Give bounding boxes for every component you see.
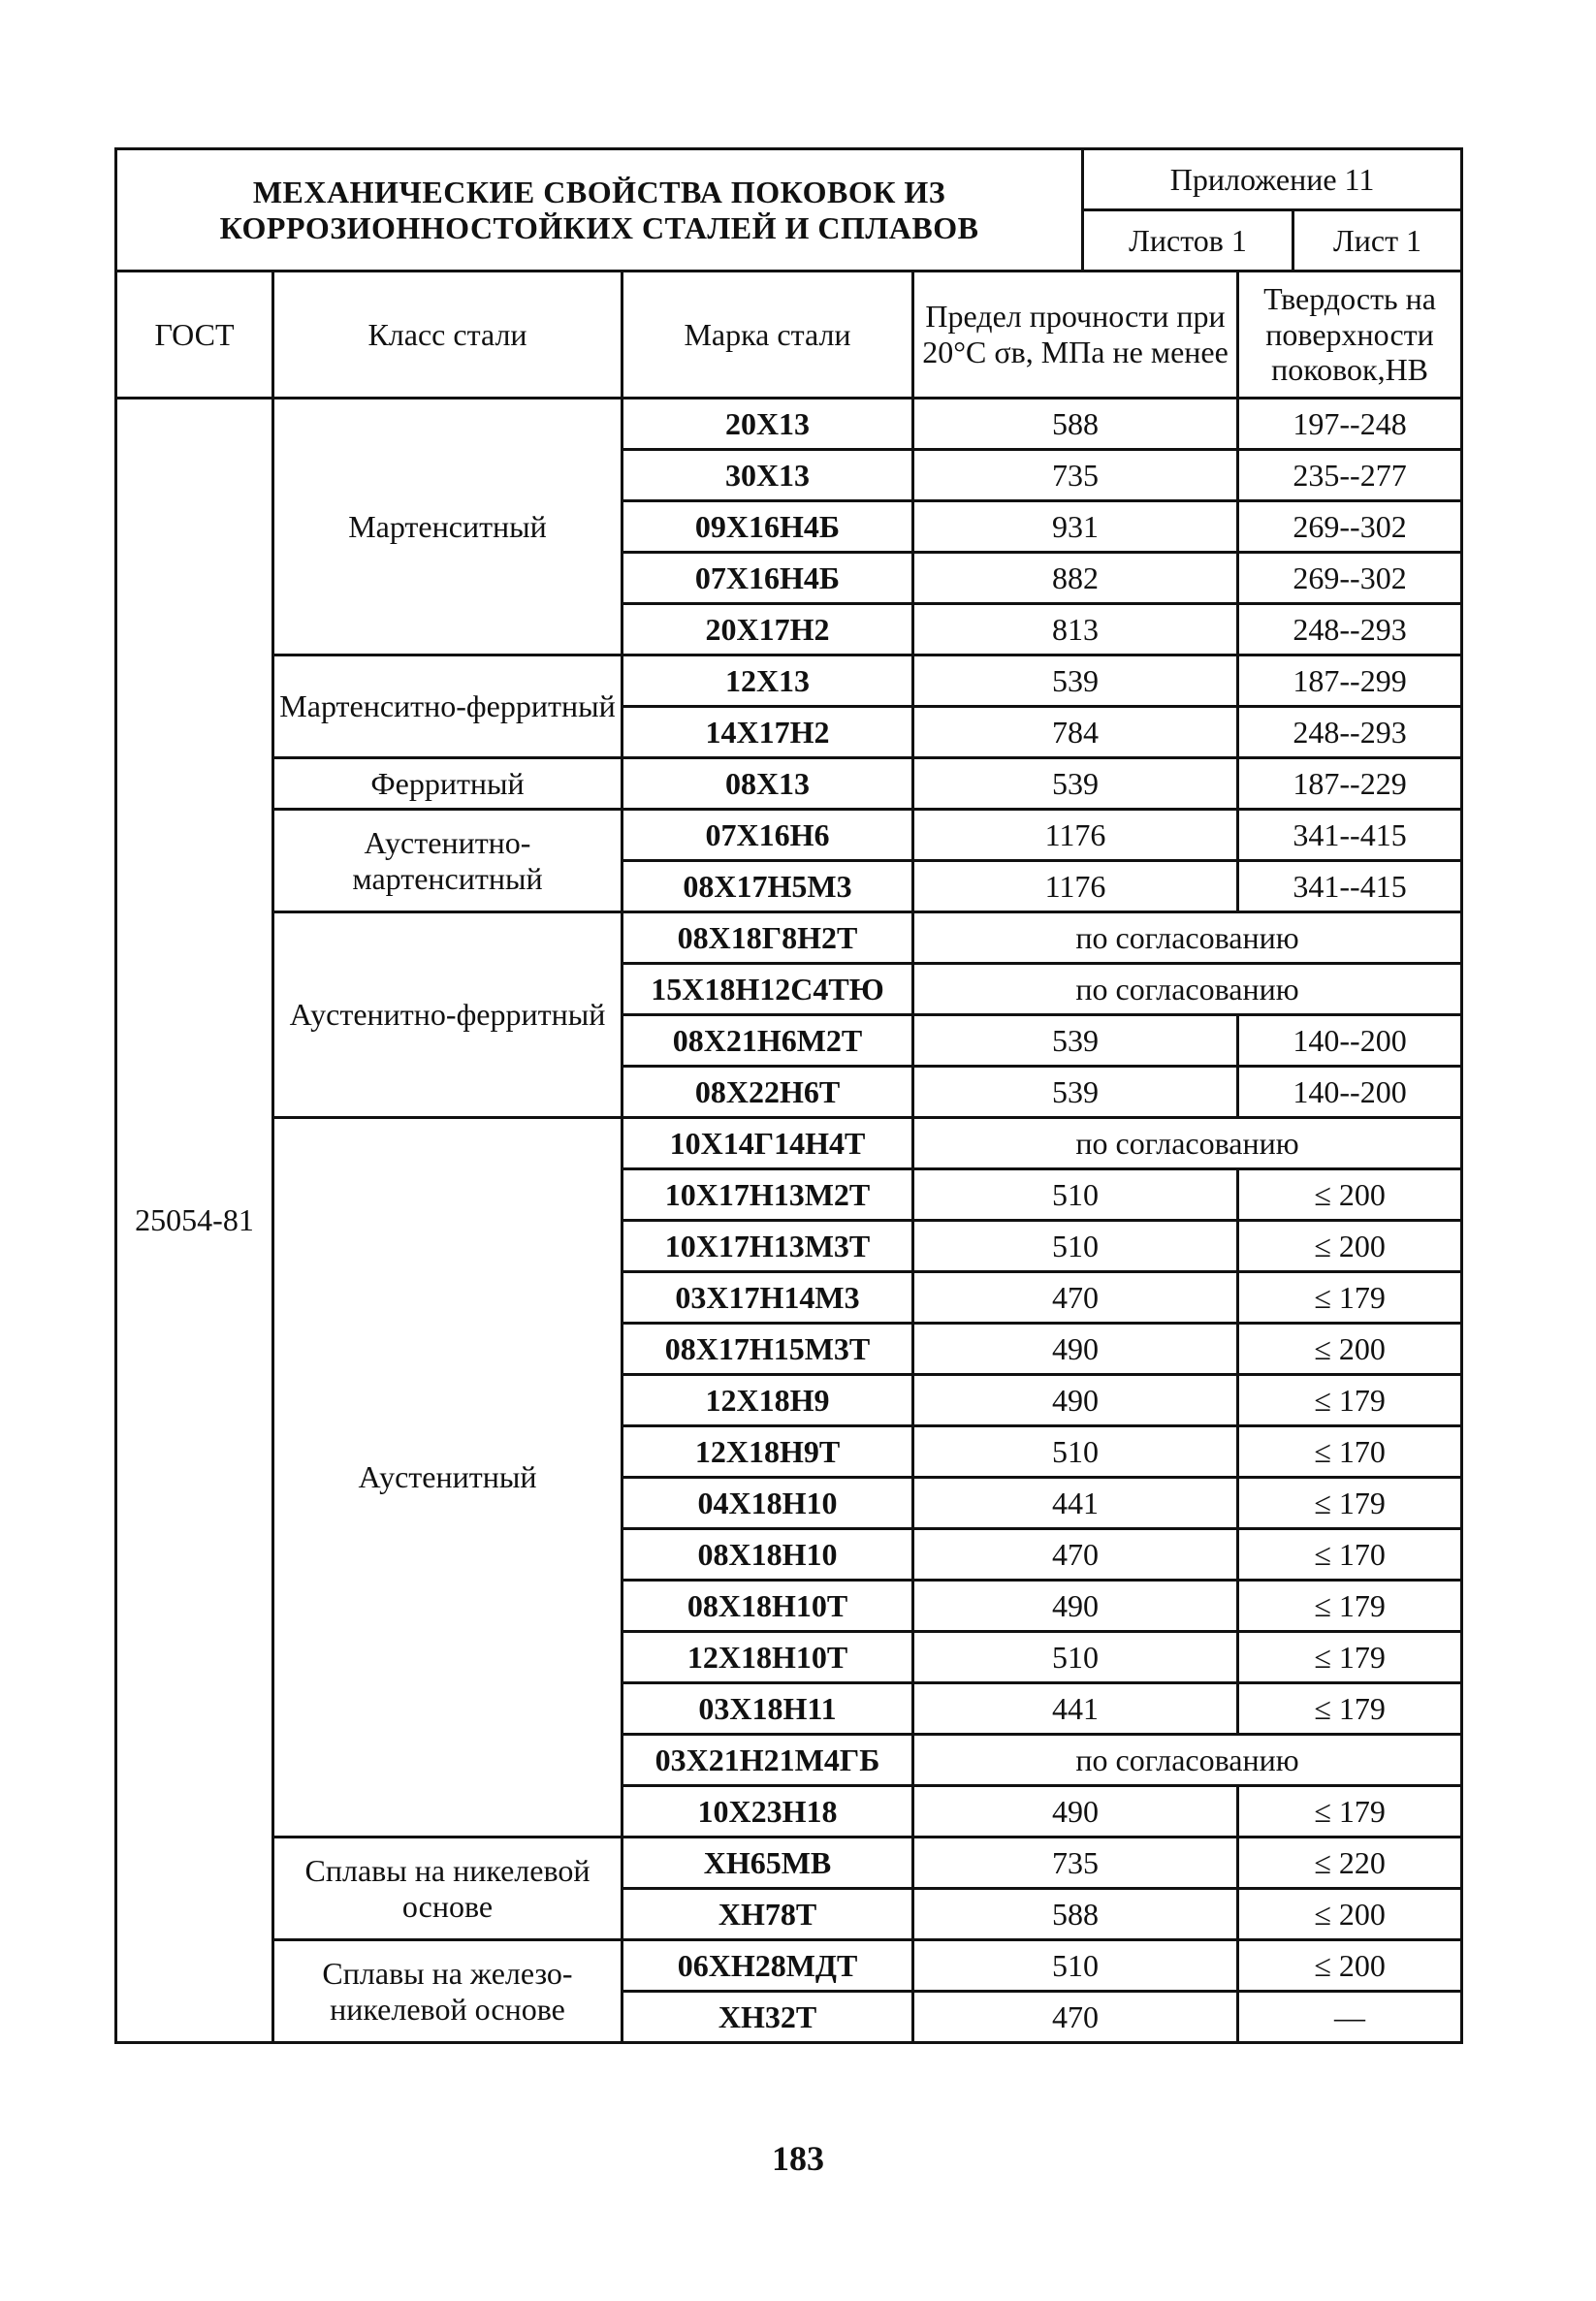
page-number: 183 xyxy=(772,2139,824,2178)
tensile-strength-value: 510 xyxy=(913,1169,1238,1221)
gost-number: 25054-81 xyxy=(116,399,273,2043)
steel-grade: 08Х18Н10Т xyxy=(622,1581,913,1632)
hardness-value: — xyxy=(1238,1992,1462,2043)
hardness-value: 269--302 xyxy=(1238,501,1462,553)
tensile-strength-value: 539 xyxy=(913,1015,1238,1067)
by-agreement: по согласованию xyxy=(913,1118,1462,1169)
table-row xyxy=(116,1118,1462,1169)
tensile-strength-value: 882 xyxy=(913,553,1238,604)
tensile-strength-value: 470 xyxy=(913,1272,1238,1324)
sheet-current: Лист 1 xyxy=(1293,210,1462,272)
steel-grade: 08Х18Г8Н2Т xyxy=(622,912,913,964)
hardness-value: 187--229 xyxy=(1238,758,1462,810)
table-row xyxy=(116,810,1462,861)
hardness-value: ≤ 200 xyxy=(1238,1169,1462,1221)
hardness-value: 197--248 xyxy=(1238,399,1462,450)
hardness-value: ≤ 179 xyxy=(1238,1581,1462,1632)
header-gost: ГОСТ xyxy=(116,272,273,399)
hardness-value: 269--302 xyxy=(1238,553,1462,604)
steel-class: Сплавы на никелевой основе xyxy=(273,1838,622,1940)
steel-grade: ХН65МВ xyxy=(622,1838,913,1889)
steel-grade: 12Х18Н10Т xyxy=(622,1632,913,1683)
hardness-value: 248--293 xyxy=(1238,707,1462,758)
steel-grade: 15Х18Н12С4ТЮ xyxy=(622,964,913,1015)
steel-grade: 08Х13 xyxy=(622,758,913,810)
tensile-strength-value: 490 xyxy=(913,1324,1238,1375)
steel-class: Аустенитно-мартенситный xyxy=(273,810,622,912)
steel-grade: 12Х18Н9 xyxy=(622,1375,913,1426)
hardness-value: ≤ 179 xyxy=(1238,1632,1462,1683)
steel-class: Аустенитно-ферритный xyxy=(273,912,622,1118)
tensile-strength-value: 510 xyxy=(913,1940,1238,1992)
tensile-strength-value: 510 xyxy=(913,1221,1238,1272)
steel-grade: 07Х16Н4Б xyxy=(622,553,913,604)
hardness-value: ≤ 170 xyxy=(1238,1426,1462,1478)
hardness-value: ≤ 200 xyxy=(1238,1324,1462,1375)
properties-table xyxy=(114,147,1463,2044)
steel-grade: 30Х13 xyxy=(622,450,913,501)
table-row xyxy=(116,399,1462,450)
hardness-value: ≤ 179 xyxy=(1238,1683,1462,1735)
hardness-value: ≤ 179 xyxy=(1238,1478,1462,1529)
steel-grade: 04Х18Н10 xyxy=(622,1478,913,1529)
steel-class: Аустенитный xyxy=(273,1118,622,1838)
steel-grade: 12Х13 xyxy=(622,655,913,707)
steel-grade: 10Х17Н13М3Т xyxy=(622,1221,913,1272)
hardness-value: 341--415 xyxy=(1238,861,1462,912)
tensile-strength-value: 490 xyxy=(913,1581,1238,1632)
header-steel-class: Класс стали xyxy=(273,272,622,399)
hardness-value: 341--415 xyxy=(1238,810,1462,861)
tensile-strength-value: 510 xyxy=(913,1426,1238,1478)
table-row xyxy=(116,758,1462,810)
hardness-value: ≤ 179 xyxy=(1238,1272,1462,1324)
table-row xyxy=(116,1940,1462,1992)
header-steel-grade: Марка стали xyxy=(622,272,913,399)
steel-class: Ферритный xyxy=(273,758,622,810)
annex-label: Приложение 11 xyxy=(1083,149,1462,210)
tensile-strength-value: 510 xyxy=(913,1632,1238,1683)
tensile-strength-value: 1176 xyxy=(913,810,1238,861)
by-agreement: по согласованию xyxy=(913,964,1462,1015)
steel-grade: 10Х23Н18 xyxy=(622,1786,913,1838)
tensile-strength-value: 784 xyxy=(913,707,1238,758)
steel-grade: 10Х14Г14Н4Т xyxy=(622,1118,913,1169)
tensile-strength-value: 490 xyxy=(913,1786,1238,1838)
tensile-strength-value: 735 xyxy=(913,450,1238,501)
hardness-value: ≤ 220 xyxy=(1238,1838,1462,1889)
steel-class: Мартенситно-ферритный xyxy=(273,655,622,758)
hardness-value: ≤ 200 xyxy=(1238,1940,1462,1992)
tensile-strength-value: 931 xyxy=(913,501,1238,553)
by-agreement: по согласованию xyxy=(913,912,1462,964)
steel-grade: 14Х17Н2 xyxy=(622,707,913,758)
hardness-value: ≤ 179 xyxy=(1238,1786,1462,1838)
tensile-strength-value: 470 xyxy=(913,1992,1238,2043)
steel-grade: ХН32Т xyxy=(622,1992,913,2043)
steel-grade: 06ХН28МДТ xyxy=(622,1940,913,1992)
table-row xyxy=(116,655,1462,707)
steel-grade: 03Х21Н21М4ГБ xyxy=(622,1735,913,1786)
steel-grade: 08Х17Н5М3 xyxy=(622,861,913,912)
tensile-strength-value: 441 xyxy=(913,1683,1238,1735)
steel-grade: 09Х16Н4Б xyxy=(622,501,913,553)
steel-grade: 10Х17Н13М2Т xyxy=(622,1169,913,1221)
header-hardness: Твердость на поверхности поковок,НВ xyxy=(1238,272,1462,399)
table-row xyxy=(116,1838,1462,1889)
steel-grade: 07Х16Н6 xyxy=(622,810,913,861)
tensile-strength-value: 539 xyxy=(913,655,1238,707)
tensile-strength-value: 588 xyxy=(913,1889,1238,1940)
tensile-strength-value: 539 xyxy=(913,758,1238,810)
hardness-value: 235--277 xyxy=(1238,450,1462,501)
tensile-strength-value: 735 xyxy=(913,1838,1238,1889)
tensile-strength-value: 813 xyxy=(913,604,1238,655)
steel-grade: 03Х18Н11 xyxy=(622,1683,913,1735)
steel-grade: 08Х22Н6Т xyxy=(622,1067,913,1118)
steel-grade: 03Х17Н14М3 xyxy=(622,1272,913,1324)
by-agreement: по согласованию xyxy=(913,1735,1462,1786)
sheets-total: Листов 1 xyxy=(1083,210,1293,272)
steel-class: Сплавы на железо-никелевой основе xyxy=(273,1940,622,2043)
steel-grade: 12Х18Н9Т xyxy=(622,1426,913,1478)
hardness-value: ≤ 170 xyxy=(1238,1529,1462,1581)
tensile-strength-value: 490 xyxy=(913,1375,1238,1426)
document-title: МЕХАНИЧЕСКИЕ СВОЙСТВА ПОКОВОК ИЗ КОРРОЗИОННОСТОЙКИХ СТАЛЕЙ И СПЛАВОВ xyxy=(116,149,1083,272)
hardness-value: ≤ 200 xyxy=(1238,1221,1462,1272)
hardness-value: ≤ 200 xyxy=(1238,1889,1462,1940)
tensile-strength-value: 470 xyxy=(913,1529,1238,1581)
steel-grade: 20Х17Н2 xyxy=(622,604,913,655)
tensile-strength-value: 588 xyxy=(913,399,1238,450)
header-tensile-strength: Предел прочности при 20°С σв, МПа не менее xyxy=(913,272,1238,399)
steel-grade: 08Х21Н6М2Т xyxy=(622,1015,913,1067)
steel-class: Мартенситный xyxy=(273,399,622,655)
hardness-value: 140--200 xyxy=(1238,1015,1462,1067)
tensile-strength-value: 1176 xyxy=(913,861,1238,912)
steel-grade: ХН78Т xyxy=(622,1889,913,1940)
hardness-value: 248--293 xyxy=(1238,604,1462,655)
table-row xyxy=(116,912,1462,964)
tensile-strength-value: 539 xyxy=(913,1067,1238,1118)
hardness-value: 140--200 xyxy=(1238,1067,1462,1118)
steel-grade: 08Х17Н15М3Т xyxy=(622,1324,913,1375)
hardness-value: 187--299 xyxy=(1238,655,1462,707)
tensile-strength-value: 441 xyxy=(913,1478,1238,1529)
hardness-value: ≤ 179 xyxy=(1238,1375,1462,1426)
steel-grade: 08Х18Н10 xyxy=(622,1529,913,1581)
steel-grade: 20Х13 xyxy=(622,399,913,450)
